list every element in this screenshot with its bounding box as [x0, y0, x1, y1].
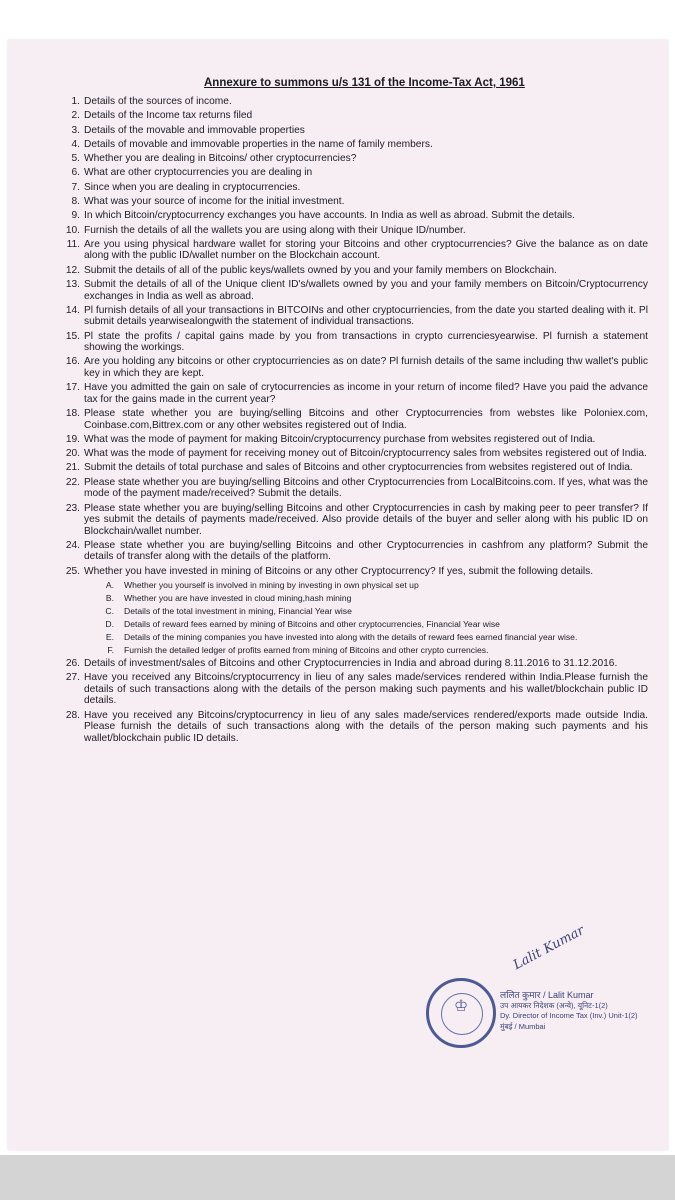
question-item-number: 1. — [71, 96, 80, 107]
question-item-number: 12. — [65, 264, 80, 276]
question-item — [60, 672, 648, 707]
question-item — [60, 658, 648, 670]
signatory-designation-hindi: उप आयकर निदेशक (अन्वे), यूनिट-1(2) — [500, 1000, 608, 1010]
question-item — [60, 477, 648, 500]
question-item — [60, 225, 648, 237]
question-item-number: 7. — [71, 181, 80, 193]
sub-question-item-text: Details of reward fees earned by mining of Bitcoins and other cryptocurrencies, Financial Year wise — [124, 618, 500, 629]
document-page — [8, 40, 668, 1150]
question-item — [60, 139, 648, 151]
question-item-text: Have you received any Bitcoins/cryptocurrency in lieu of any sales made/services rendered within India.Please furnish the details of such transactions along with the details of the person making such payments and his wallet/blockchain public ID details. — [84, 672, 648, 707]
question-item — [60, 279, 648, 302]
sub-question-item — [100, 580, 648, 590]
question-item-text: Please state whether you are buying/selling Bitcoins and other Cryptocurrencies from LocalBitcoins.com. If yes, what was the mode of the payment made/received? Submit the details. — [84, 476, 648, 500]
sub-question-item-number: D. — [105, 618, 114, 629]
question-item-text: Details of the sources of income. — [84, 96, 232, 107]
question-item — [60, 566, 648, 578]
question-item-number: 11. — [66, 238, 80, 250]
question-item — [60, 331, 648, 354]
question-item-number: 23. — [65, 502, 80, 514]
signature: Lalit Kumar — [510, 923, 588, 973]
question-item-text: Furnish the details of all the wallets you are using along with their Unique ID/number. — [84, 224, 466, 236]
question-item-number: 5. — [71, 153, 80, 165]
question-item-number: 21. — [65, 462, 80, 474]
question-item — [60, 356, 648, 379]
question-item-number: 24. — [65, 539, 80, 551]
question-item — [60, 125, 648, 137]
sub-question-item-text: Details of the mining companies you have invested into along with the details of reward fees earned financial year wise. — [124, 631, 578, 642]
question-item — [60, 540, 648, 563]
sub-question-list — [100, 580, 648, 655]
question-item — [60, 448, 648, 460]
sub-question-item-text: Whether you are have invested in cloud mining,hash mining — [124, 592, 352, 603]
signatory-city: मुंबई / Mumbai — [500, 1021, 546, 1031]
question-item — [60, 265, 648, 277]
question-item-number: 14. — [65, 304, 80, 316]
sub-question-item-text: Details of the total investment in mining, Financial Year wise — [124, 605, 352, 616]
question-list — [60, 96, 648, 747]
bottom-band — [0, 1155, 675, 1200]
question-item — [60, 710, 648, 745]
question-item-text: Are you using physical hardware wallet for storing your Bitcoins and other cryptocurrencies? Give the balance as on date along with the public ID/wallet number on the Blockchain account. — [84, 238, 648, 262]
question-item-text: Submit the details of all of the public keys/wallets owned by you and your family members on Blockchain. — [84, 264, 557, 276]
question-item-text: Have you admitted the gain on sale of crytocurrencies as income in your return of income filed? Have you paid the advance tax for the gains made in the current year? — [84, 382, 648, 405]
question-item — [60, 210, 648, 222]
sub-question-item-number: A. — [105, 579, 114, 590]
question-item-text: Pl furnish details of all your transactions in BITCOINs and other cryptocurriencies, from the date you started dealing with it. Pl submit details yearwisealongwith the statement of individual transactions. — [84, 304, 648, 328]
sub-question-item-text: Furnish the detailed ledger of profits earned from mining of Bitcoins and other crypto currencies. — [124, 644, 489, 655]
question-item-number: 3. — [71, 124, 80, 136]
sub-question-item — [100, 606, 648, 616]
question-item-number: 28. — [65, 709, 80, 721]
question-item-text: Pl state the profits / capital gains made by you from transactions in crypto currenciesyearwise. Pl furnish a statement showing the workings. — [84, 330, 648, 354]
sub-question-item-text: Whether you yourself is involved in mining by investing in own physical set up — [124, 579, 419, 590]
signature-block — [500, 990, 660, 1032]
question-item-text: Since when you are dealing in cryptocurrencies. — [84, 181, 301, 193]
question-item-number: 26. — [65, 657, 80, 669]
sub-question-item-number: C. — [105, 605, 114, 616]
question-item-number: 20. — [65, 448, 80, 460]
document-title: Annexure to summons u/s 131 of the Income-Tax Act, 1961 — [204, 77, 525, 89]
question-item-text: Details of the movable and immovable properties — [84, 124, 305, 136]
question-item-text: Please state whether you are buying/selling Bitcoins and other Cryptocurrencies in cashfrom any platform? Submit the details of transfer along with the details of the platform. — [84, 539, 648, 563]
question-item — [60, 167, 648, 179]
question-item — [60, 196, 648, 208]
signatory-name: ललित कुमार / Lalit Kumar — [500, 990, 594, 1000]
question-item-text: Details of movable and immovable properties in the name of family members. — [84, 138, 433, 150]
question-item — [60, 153, 648, 165]
question-item-text: Submit the details of total purchase and sales of Bitcoins and other cryptocurrencies from websites registered out of India. — [84, 462, 633, 474]
question-item-number: 25. — [65, 565, 80, 577]
question-item — [60, 96, 648, 108]
sub-question-item — [100, 632, 648, 642]
question-item-text: What are other cryptocurrencies you are dealing in — [84, 167, 313, 179]
question-item-text: What was the mode of payment for receiving money out of Bitcoin/cryptocurrency sales from websites registered out of India. — [84, 448, 647, 460]
question-item-text: In which Bitcoin/cryptocurrency exchanges you have accounts. In India as well as abroad. Submit the details. — [84, 210, 575, 222]
question-item-text: Whether you are dealing in Bitcoins/ other cryptocurrencies? — [84, 153, 357, 165]
question-item — [60, 110, 648, 122]
question-item-number: 10. — [65, 224, 80, 236]
question-item-number: 9. — [71, 210, 80, 222]
question-item-text: Are you holding any bitcoins or other cryptocurriencies as on date? Pl furnish details of the same including thw wallet's public key in which they are kept. — [84, 356, 648, 379]
question-item-number: 2. — [71, 110, 80, 122]
question-item-number: 17. — [65, 382, 80, 394]
question-item-number: 4. — [71, 138, 80, 150]
question-item — [60, 182, 648, 194]
question-item-number: 22. — [65, 476, 80, 488]
question-item-text: What was the mode of payment for making Bitcoin/cryptocurrency purchase from websites registered out of India. — [84, 433, 596, 445]
question-item — [60, 408, 648, 431]
emblem-icon: ♔ — [453, 998, 469, 1015]
sub-question-item — [100, 593, 648, 603]
question-item-number: 27. — [65, 672, 80, 684]
sub-question-item-number: B. — [105, 592, 114, 603]
question-item-number: 6. — [71, 167, 80, 179]
sub-question-item-number: F. — [107, 644, 114, 655]
question-item — [60, 305, 648, 328]
question-item-text: Please state whether you are buying/selling Bitcoins and other Cryptocurrencies from webstes like Poloniex.com, Coinbase.com,Bittrex.com or any other websites registered out of India. — [84, 408, 648, 431]
question-item-number: 18. — [65, 408, 80, 420]
question-item-number: 16. — [65, 356, 80, 368]
question-item — [60, 462, 648, 474]
question-item — [60, 434, 648, 446]
question-item-text: Details of investment/sales of Bitcoins and other Cryptocurrencies in India and abroad during 8.11.2016 to 31.12.2016. — [84, 657, 618, 669]
question-item-text: Please state whether you are buying/selling Bitcoins and other Cryptocurrencies in cash by making peer to peer transfer? If yes submit the details of payments made/received. Also provide details of the buyer and seller along with his public ID on Blockchain/wallet number. — [84, 502, 648, 537]
question-item-text: Whether you have invested in mining of Bitcoins or any other Cryptocurrency? If yes, submit the following details. — [84, 565, 594, 577]
question-item — [60, 239, 648, 262]
sub-question-item-number: E. — [105, 631, 114, 642]
official-seal — [426, 978, 496, 1048]
question-item-text: Have you received any Bitcoins/cryptocurrency in lieu of any sales made/services rendered/exports made outside India. Please furnish the details of such transactions along with the details of the person making such payments and his wallet/blockchain public ID details. — [84, 709, 648, 744]
question-item-number: 13. — [65, 279, 80, 291]
sub-question-item — [100, 619, 648, 629]
question-item-number: 15. — [65, 330, 80, 342]
question-item-number: 19. — [65, 433, 80, 445]
question-item-text: What was your source of income for the initial investment. — [84, 196, 345, 208]
question-item-text: Submit the details of all of the Unique client ID's/wallets owned by you and your family members on Bitcoin/Cryptocurrency exchanges in India as well as abroad. — [84, 279, 648, 302]
signatory-designation: Dy. Director of Income Tax (Inv.) Unit-1(2) — [500, 1011, 638, 1020]
question-item-number: 8. — [71, 196, 80, 208]
sub-question-item — [100, 645, 648, 655]
question-item-text: Details of the Income tax returns filed — [84, 110, 253, 122]
question-item — [60, 503, 648, 538]
question-item — [60, 382, 648, 405]
